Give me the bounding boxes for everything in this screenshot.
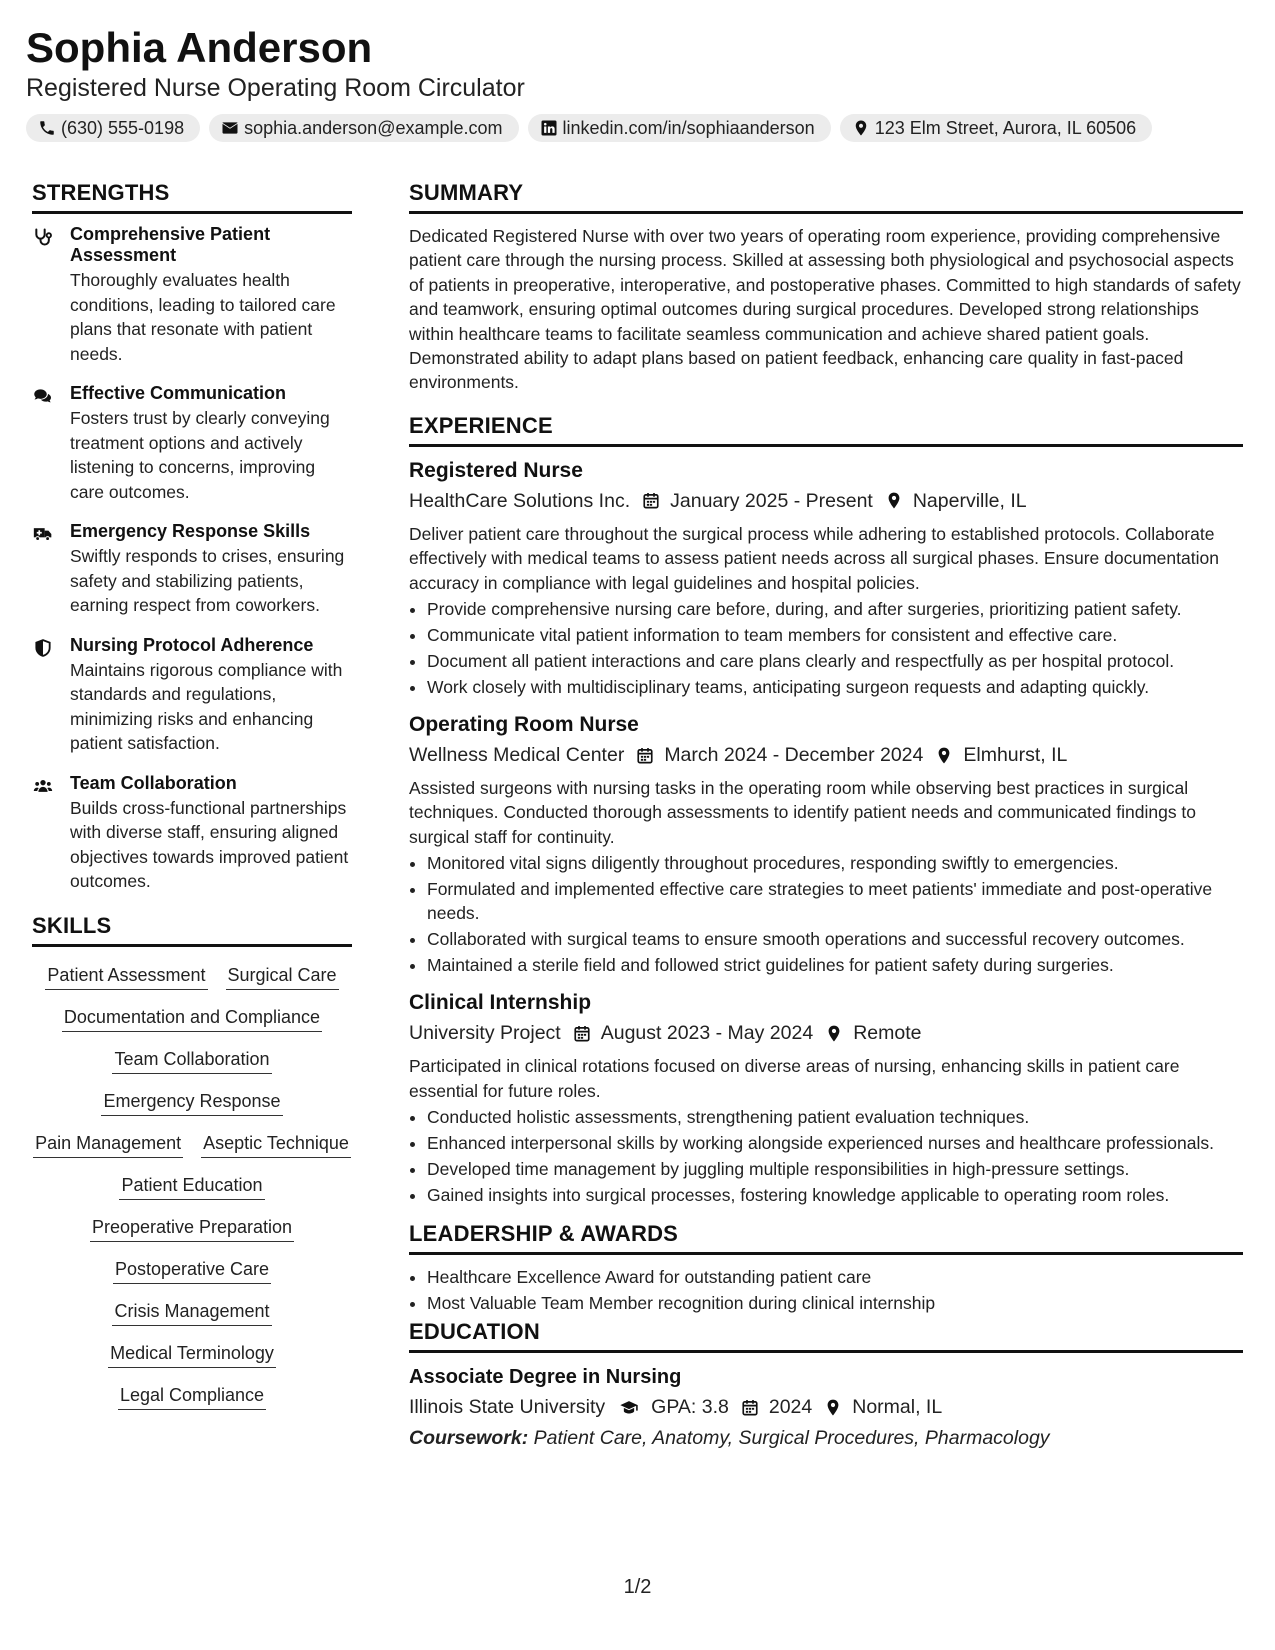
- contact-address: [840, 114, 1153, 142]
- job-bullets: [409, 597, 1243, 699]
- coursework-list: Patient Care, Anatomy, Surgical Procedures, Pharmacology: [533, 1427, 1050, 1450]
- bullet-item: • Maintained a sterile field and followed strict guidelines for patient safety during surgeries.: [427, 953, 1243, 977]
- strength-title: Emergency Response Skills: [70, 521, 311, 541]
- skill-tag: Documentation and Compliance: [62, 1005, 322, 1032]
- job-company: HealthCare Solutions Inc.: [409, 489, 631, 512]
- gpa: GPA: 3.8: [651, 1396, 729, 1419]
- job-dates: August 2023 - May 2024: [600, 1022, 814, 1045]
- skill-tag: Surgical Care: [226, 963, 339, 990]
- strength-item: [32, 383, 352, 504]
- map-pin-icon: [852, 119, 870, 137]
- job-bullets: [409, 851, 1243, 977]
- strength-title: Comprehensive Patient Assessment: [70, 224, 271, 265]
- job-location: Elmhurst, IL: [963, 744, 1068, 767]
- bullet-item: • Developed time management by juggling multiple responsibilities in high-pressure settings.: [427, 1157, 1243, 1181]
- strength-desc: Thoroughly evaluates health conditions, leading to tailored care plans that resonate with patient needs.: [70, 270, 336, 364]
- contact-bar: [26, 114, 1246, 142]
- linkedin-text: linkedin.com/in/sophiaanderson: [562, 117, 815, 138]
- map-pin-icon: [824, 1398, 842, 1417]
- bullet-item: • Monitored vital signs diligently throughout procedures, responding swiftly to emergencies.: [427, 851, 1243, 875]
- coursework: [409, 1424, 1243, 1452]
- phone-text: (630) 555-0198: [61, 117, 185, 138]
- skills-heading: SKILLS: [32, 911, 352, 947]
- skill-tag: Crisis Management: [112, 1299, 271, 1326]
- email-text: sophia.anderson@example.com: [244, 117, 503, 138]
- skill-tag: Legal Compliance: [118, 1383, 266, 1410]
- job-location: Naperville, IL: [912, 489, 1027, 512]
- bullet-item: • Formulated and implemented effective care strategies to meet patients' immediate and post-operative needs.: [427, 877, 1243, 925]
- job-title: Registered Nurse: [409, 458, 583, 482]
- skill-tag: Medical Terminology: [108, 1341, 276, 1368]
- job-description: Assisted surgeons with nursing tasks in the operating room while observing best practices in surgical techniques. Conducted thorough assessments to identify patient needs and communicated findings to surgical staff for continuity.: [409, 778, 1197, 847]
- bullet-item: • Communicate vital patient information to team members for consistent and effective care.: [427, 623, 1243, 647]
- education-meta: [409, 1392, 1243, 1422]
- job-dates: March 2024 - December 2024: [664, 744, 924, 767]
- awards-heading: LEADERSHIP & AWARDS: [409, 1219, 1243, 1255]
- truck-medical-icon: [32, 524, 54, 544]
- coursework-label: Coursework:: [409, 1427, 529, 1450]
- calendar-icon: [642, 491, 660, 510]
- contact-phone: [26, 114, 200, 142]
- job-entry: [409, 457, 1243, 699]
- strength-title: Team Collaboration: [70, 772, 237, 793]
- resume-header: [26, 22, 1246, 142]
- job-location: Remote: [853, 1022, 922, 1045]
- candidate-name: Sophia Anderson: [26, 24, 373, 71]
- map-pin-icon: [935, 746, 953, 765]
- calendar-icon: [741, 1398, 759, 1417]
- job-bullets: [409, 1105, 1243, 1207]
- map-pin-icon: [885, 491, 903, 510]
- bullet-item: • Work closely with multidisciplinary teams, anticipating surgeon requests and adapting quickly.: [427, 675, 1243, 699]
- skill-tag: Emergency Response: [101, 1089, 282, 1116]
- strength-desc: Fosters trust by clearly conveying treatment options and actively listening to concerns, improving care outcomes.: [70, 408, 330, 502]
- award-item: • Most Valuable Team Member recognition during clinical internship: [427, 1291, 1243, 1315]
- users-icon: [32, 776, 54, 796]
- job-meta: [409, 1018, 1243, 1048]
- strength-title: Nursing Protocol Adherence: [70, 634, 314, 655]
- degree-title: Associate Degree in Nursing: [409, 1366, 682, 1389]
- page-number: 1/2: [623, 1576, 652, 1598]
- school-name: Illinois State University: [409, 1396, 606, 1419]
- bullet-item: • Provide comprehensive nursing care before, during, and after surgeries, prioritizing patient safety.: [427, 597, 1243, 621]
- awards-list: [409, 1265, 1243, 1315]
- strength-desc: Maintains rigorous compliance with standards and regulations, minimizing risks and enhancing patient satisfaction.: [70, 659, 343, 753]
- job-entry: [409, 989, 1243, 1207]
- right-column: [409, 178, 1243, 1452]
- stethoscope-icon: [32, 227, 54, 247]
- strength-item: [32, 224, 352, 366]
- linkedin-icon: [540, 119, 558, 137]
- job-title: Clinical Internship: [409, 991, 592, 1015]
- job-company: Wellness Medical Center: [409, 744, 625, 767]
- graduation-year: 2024: [768, 1396, 813, 1419]
- bullet-item: • Document all patient interactions and care plans clearly and respectfully as per hospital protocol.: [427, 649, 1243, 673]
- strength-desc: Builds cross-functional partnerships with diverse staff, ensuring aligned objectives towards improved patient outcomes.: [70, 797, 349, 891]
- award-item: • Healthcare Excellence Award for outstanding patient care: [427, 1265, 1243, 1289]
- contact-email[interactable]: [209, 114, 518, 142]
- skills-list: [32, 963, 352, 1410]
- candidate-role: Registered Nurse Operating Room Circulator: [26, 74, 525, 102]
- skill-tag: Pain Management: [33, 1131, 183, 1158]
- strength-item: [32, 635, 352, 756]
- skill-tag: Aseptic Technique: [201, 1131, 351, 1158]
- comments-icon: [32, 386, 54, 406]
- skill-tag: Preoperative Preparation: [90, 1215, 294, 1242]
- map-pin-icon: [825, 1024, 843, 1043]
- strength-item: [32, 773, 352, 894]
- job-meta: [409, 486, 1243, 516]
- strength-item: [32, 521, 352, 618]
- strength-title: Effective Communication: [70, 383, 287, 403]
- job-company: University Project: [409, 1022, 561, 1045]
- job-description: Participated in clinical rotations focused on diverse areas of nursing, enhancing skills in patient care essential for future roles.: [409, 1056, 1180, 1101]
- left-column: [32, 178, 352, 1410]
- job-title: Operating Room Nurse: [409, 713, 639, 737]
- job-description: Deliver patient care throughout the surgical process while adhering to established protocols. Collaborate effectively with medical teams to assess patient needs across all surgical phases. Ensure documentation accuracy in compliance with legal guidelines and hospital policies.: [409, 523, 1219, 593]
- skill-tag: Postoperative Care: [113, 1257, 271, 1284]
- skill-tag: Patient Education: [119, 1173, 264, 1200]
- graduation-cap-icon: [617, 1398, 641, 1417]
- strengths-heading: STRENGTHS: [32, 178, 352, 214]
- summary-text: Dedicated Registered Nurse with over two years of operating room experience, providing comprehensive patient care through the nursing process. Skilled at assessing both physiological and psychosocial aspects of patients in preoperative, interoperative, and postoperative phases. Committed to high standards of safety and teamwork, ensuring optimal outcomes during surgical procedures. Developed strong relationships within healthcare teams to facilitate seamless communication and achieve shared patient goals. Demonstrated ability to adapt plans based on patient feedback, enhancing care quality in fast-paced environments.: [409, 226, 1241, 393]
- skill-tag: Team Collaboration: [112, 1047, 271, 1074]
- bullet-item: • Enhanced interpersonal skills by working alongside experienced nurses and healthcare professionals.: [427, 1131, 1243, 1155]
- envelope-icon: [221, 119, 239, 137]
- contact-linkedin[interactable]: [528, 114, 831, 142]
- bullet-item: • Conducted holistic assessments, strengthening patient evaluation techniques.: [427, 1105, 1243, 1129]
- bullet-item: • Gained insights into surgical processes, fostering knowledge applicable to operating room roles.: [427, 1183, 1243, 1207]
- calendar-icon: [636, 746, 654, 765]
- job-meta: [409, 740, 1243, 770]
- job-entry: [409, 711, 1243, 977]
- education-heading: EDUCATION: [409, 1317, 1243, 1353]
- experience-heading: EXPERIENCE: [409, 411, 1243, 447]
- strength-desc: Swiftly responds to crises, ensuring safety and stabilizing patients, earning respect from coworkers.: [70, 546, 345, 615]
- school-location: Normal, IL: [852, 1396, 943, 1419]
- phone-icon: [38, 119, 56, 137]
- summary-heading: SUMMARY: [409, 178, 1243, 214]
- job-dates: January 2025 - Present: [670, 489, 873, 512]
- calendar-icon: [573, 1024, 591, 1043]
- bullet-item: • Collaborated with surgical teams to ensure smooth operations and successful recovery outcomes.: [427, 927, 1243, 951]
- address-text: 123 Elm Street, Aurora, IL 60506: [874, 117, 1137, 138]
- shield-icon: [32, 638, 54, 658]
- skill-tag: Patient Assessment: [45, 963, 207, 990]
